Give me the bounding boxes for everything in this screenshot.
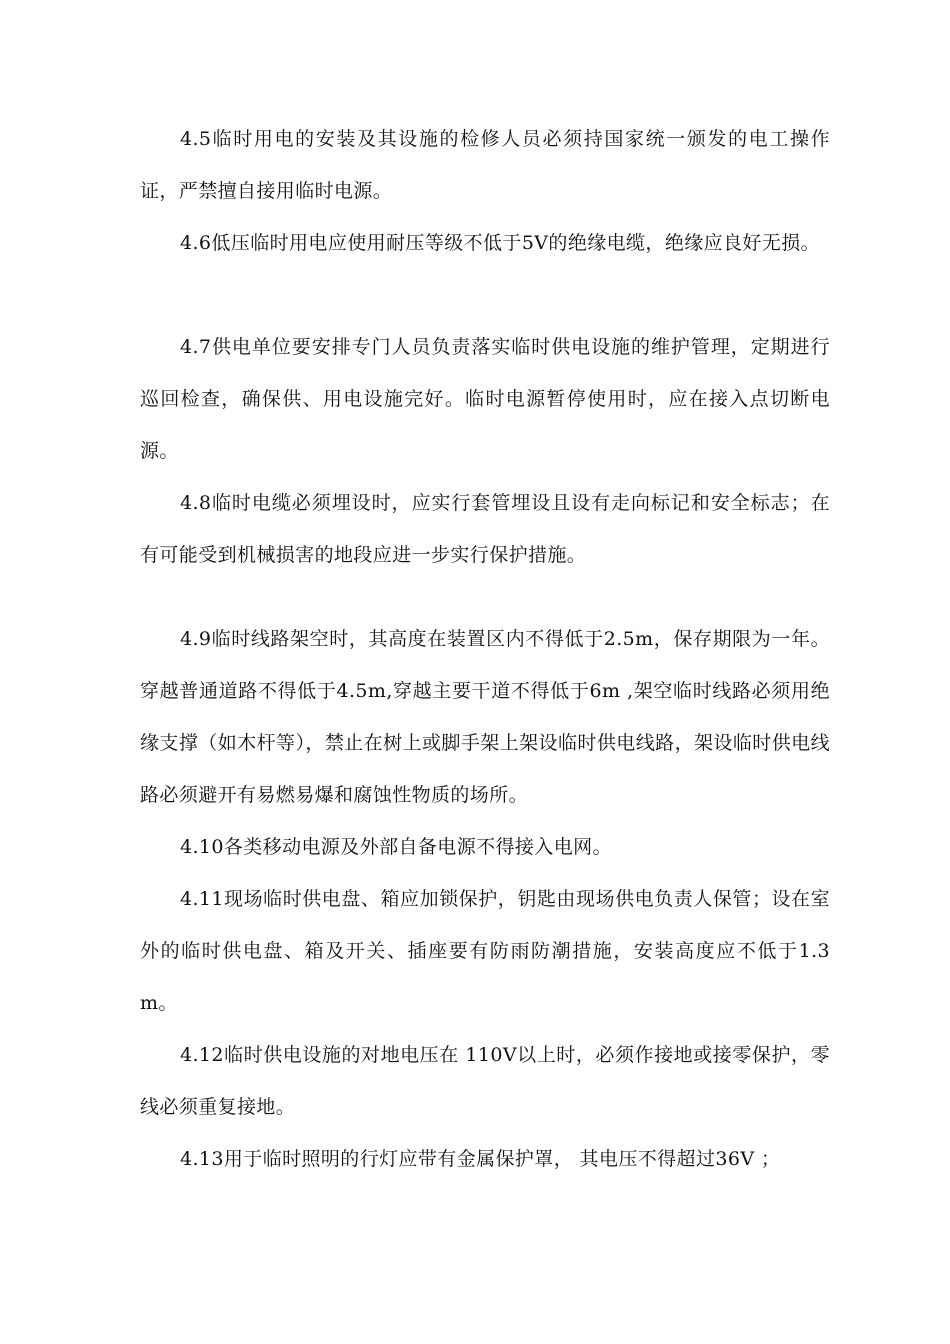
- paragraph-4-6: 4.6低压临时用电应使用耐压等级不低于5V的绝缘电缆，绝缘应良好无损。: [180, 232, 821, 254]
- paragraph-4-11: 4.11现场临时供电盘、箱应加锁保护，钥匙由现场供电负责人保管；设在室外的临时供电盘、箱及开关、插座要有防雨防潮措施，安装高度应不低于1.3m。: [140, 888, 830, 1014]
- paragraph-4-12: 4.12临时供电设施的对地电压在 110V以上时，必须作接地或接零保护，零线必须重复接地。: [140, 1044, 830, 1118]
- paragraph-4-9: 4.9临时线路架空时，其高度在装置区内不得低于2.5m，保存期限为一年。穿越普通道路不得低于4.5m,穿越主要干道不得低于6m ,架空临时线路必须用绝缘支撑（如木杆等），禁止在树上或脚手架上架设临时供电线路，架设临时供电线路必须避开有易燃易爆和腐蚀性物质的场所。: [140, 628, 830, 806]
- paragraph-4-5: 4.5临时用电的安装及其设施的检修人员必须持国家统一颁发的电工操作证，严禁擅自接用临时电源。: [140, 128, 830, 202]
- paragraph-4-7: 4.7供电单位要安排专门人员负责落实临时供电设施的维护管理，定期进行巡回检查，确保供、用电设施完好。临时电源暂停使用时，应在接入点切断电源。: [140, 336, 830, 462]
- paragraph-4-10: 4.10各类移动电源及外部自备电源不得接入电网。: [180, 836, 612, 858]
- paragraph-4-13: 4.13用于临时照明的行灯应带有金属保护罩， 其电压不得超过36V ；: [180, 1148, 781, 1170]
- paragraph-4-8: 4.8临时电缆必须埋设时，应实行套管埋设且设有走向标记和安全标志；在有可能受到机械损害的地段应进一步实行保护措施。: [140, 492, 830, 566]
